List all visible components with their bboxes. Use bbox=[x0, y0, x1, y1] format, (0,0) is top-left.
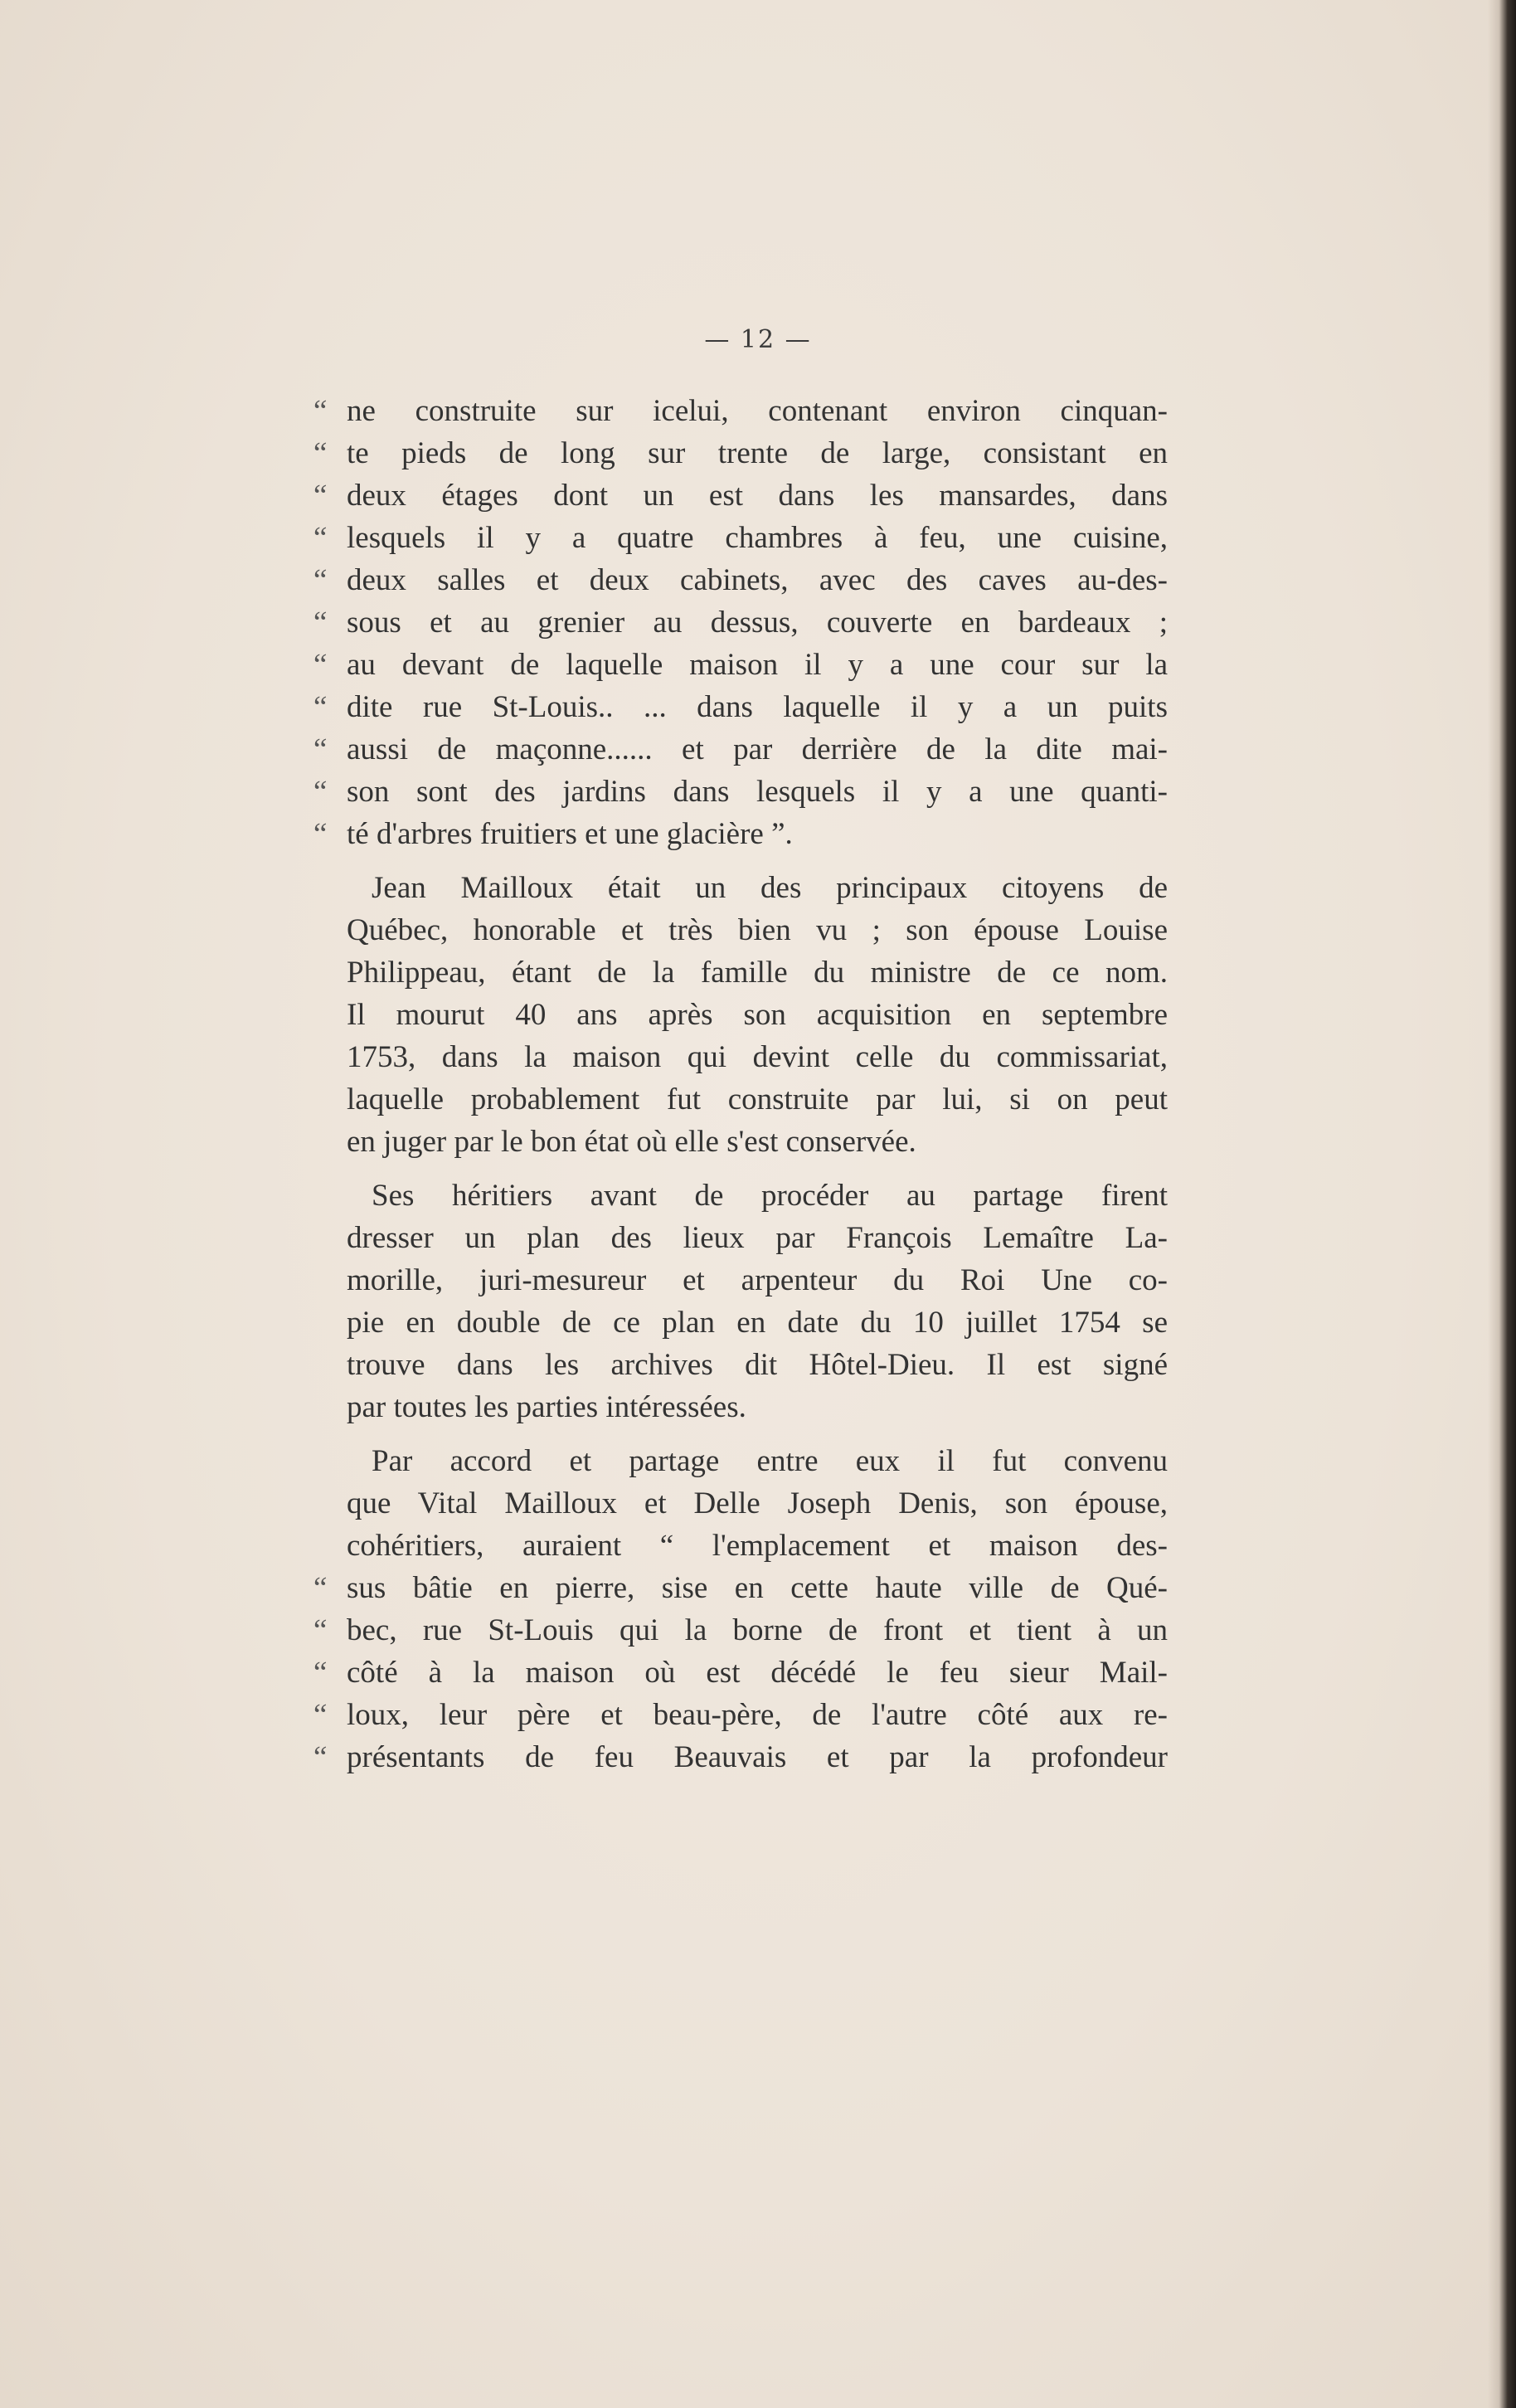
text-line bbox=[313, 951, 1168, 994]
quote-mark: “ bbox=[313, 394, 328, 428]
line-text: par toutes les parties intéressées. bbox=[347, 1390, 746, 1424]
quote-mark: “ bbox=[313, 732, 328, 766]
line-text: aussi de maçonne...... et par derrière de la dite mai- bbox=[347, 732, 1168, 766]
line-text: ne construite sur icelui, contenant environ cinquan- bbox=[347, 394, 1168, 428]
paragraph bbox=[313, 867, 1168, 1163]
text-line bbox=[313, 1440, 1168, 1482]
quote-mark: “ bbox=[313, 436, 328, 470]
text-line bbox=[313, 390, 1168, 432]
quote-mark: “ bbox=[313, 1698, 328, 1732]
text-line bbox=[313, 867, 1168, 909]
paragraph-spacing bbox=[313, 1163, 1168, 1175]
line-text: que Vital Mailloux et Delle Joseph Denis, son épouse, bbox=[347, 1486, 1168, 1520]
text-line bbox=[313, 517, 1168, 559]
line-text: Par accord et partage entre eux il fut convenu bbox=[372, 1444, 1168, 1478]
line-text: son sont des jardins dans lesquels il y a une quanti- bbox=[347, 775, 1168, 809]
line-text: Québec, honorable et très bien vu ; son épouse Louise bbox=[347, 913, 1168, 947]
text-line bbox=[313, 1736, 1168, 1778]
text-line bbox=[313, 1652, 1168, 1694]
line-text: dresser un plan des lieux par François Lemaître La- bbox=[347, 1221, 1168, 1255]
line-text: loux, leur père et beau-père, de l'autre côté aux re- bbox=[347, 1698, 1168, 1732]
paragraph-spacing bbox=[313, 855, 1168, 867]
line-text: té d'arbres fruitiers et une glacière ”. bbox=[347, 817, 793, 851]
text-line bbox=[313, 771, 1168, 813]
line-text: côté à la maison où est décédé le feu sieur Mail- bbox=[347, 1656, 1168, 1690]
body-text bbox=[313, 390, 1168, 1778]
paragraph bbox=[313, 390, 1168, 855]
text-line bbox=[313, 1694, 1168, 1736]
quote-mark: “ bbox=[313, 1613, 328, 1647]
text-line bbox=[313, 813, 1168, 855]
line-text: deux étages dont un est dans les mansardes, dans bbox=[347, 479, 1168, 513]
line-text: en juger par le bon état où elle s'est conservée. bbox=[347, 1125, 916, 1159]
text-line bbox=[313, 644, 1168, 686]
paragraph bbox=[313, 1175, 1168, 1428]
line-text: te pieds de long sur trente de large, consistant en bbox=[347, 436, 1168, 470]
paragraph-spacing bbox=[313, 1428, 1168, 1440]
text-line bbox=[313, 1525, 1168, 1567]
paragraph bbox=[313, 1440, 1168, 1778]
text-line bbox=[313, 686, 1168, 728]
text-line bbox=[313, 1036, 1168, 1078]
line-text: Philippeau, étant de la famille du ministre de ce nom. bbox=[347, 956, 1168, 990]
text-line bbox=[313, 1175, 1168, 1217]
quote-mark: “ bbox=[313, 479, 328, 513]
text-line bbox=[313, 1567, 1168, 1609]
line-text: 1753, dans la maison qui devint celle du commissariat, bbox=[347, 1040, 1168, 1074]
page-number: — 12 — bbox=[704, 325, 812, 354]
quote-mark: “ bbox=[313, 521, 328, 555]
text-line bbox=[313, 728, 1168, 771]
text-line bbox=[313, 1301, 1168, 1344]
text-line bbox=[313, 1259, 1168, 1301]
text-line bbox=[313, 1344, 1168, 1386]
line-text: lesquels il y a quatre chambres à feu, une cuisine, bbox=[347, 521, 1168, 555]
text-line bbox=[313, 1482, 1168, 1525]
line-text: Ses héritiers avant de procéder au partage firent bbox=[372, 1179, 1168, 1213]
text-line bbox=[313, 432, 1168, 474]
line-text: bec, rue St-Louis qui la borne de front et tient à un bbox=[347, 1613, 1168, 1647]
text-line bbox=[313, 1078, 1168, 1121]
quote-mark: “ bbox=[313, 817, 328, 851]
text-line bbox=[313, 1386, 1168, 1428]
quote-mark: “ bbox=[313, 1571, 328, 1605]
text-line bbox=[313, 1609, 1168, 1652]
quote-mark: “ bbox=[313, 606, 328, 640]
text-line bbox=[313, 1217, 1168, 1259]
quote-mark: “ bbox=[313, 563, 328, 597]
quote-mark: “ bbox=[313, 690, 328, 724]
line-text: deux salles et deux cabinets, avec des caves au-des- bbox=[347, 563, 1168, 597]
quote-mark: “ bbox=[313, 1656, 328, 1690]
line-text: Il mourut 40 ans après son acquisition en septembre bbox=[347, 998, 1168, 1032]
line-text: pie en double de ce plan en date du 10 juillet 1754 se bbox=[347, 1306, 1168, 1340]
line-text: sous et au grenier au dessus, couverte en bardeaux ; bbox=[347, 606, 1168, 640]
text-line bbox=[313, 474, 1168, 517]
text-line bbox=[313, 601, 1168, 644]
line-text: laquelle probablement fut construite par lui, si on peut bbox=[347, 1082, 1168, 1116]
quote-mark: “ bbox=[313, 775, 328, 809]
line-text: morille, juri-mesureur et arpenteur du Roi Une co- bbox=[347, 1263, 1168, 1297]
quote-mark: “ bbox=[313, 1740, 328, 1774]
line-text: présentants de feu Beauvais et par la profondeur bbox=[347, 1740, 1168, 1774]
text-line bbox=[313, 559, 1168, 601]
quote-mark: “ bbox=[313, 648, 328, 682]
text-line bbox=[313, 1121, 1168, 1163]
line-text: trouve dans les archives dit Hôtel-Dieu. Il est signé bbox=[347, 1348, 1168, 1382]
line-text: Jean Mailloux était un des principaux citoyens de bbox=[372, 871, 1168, 905]
text-line bbox=[313, 994, 1168, 1036]
line-text: dite rue St-Louis.. ... dans laquelle il y a un puits bbox=[347, 690, 1168, 724]
text-line bbox=[313, 909, 1168, 951]
line-text: cohéritiers, auraient “ l'emplacement et maison des- bbox=[347, 1529, 1168, 1563]
page-binding-edge bbox=[1488, 0, 1516, 2408]
line-text: au devant de laquelle maison il y a une cour sur la bbox=[347, 648, 1168, 682]
line-text: sus bâtie en pierre, sise en cette haute ville de Qué- bbox=[347, 1571, 1168, 1605]
